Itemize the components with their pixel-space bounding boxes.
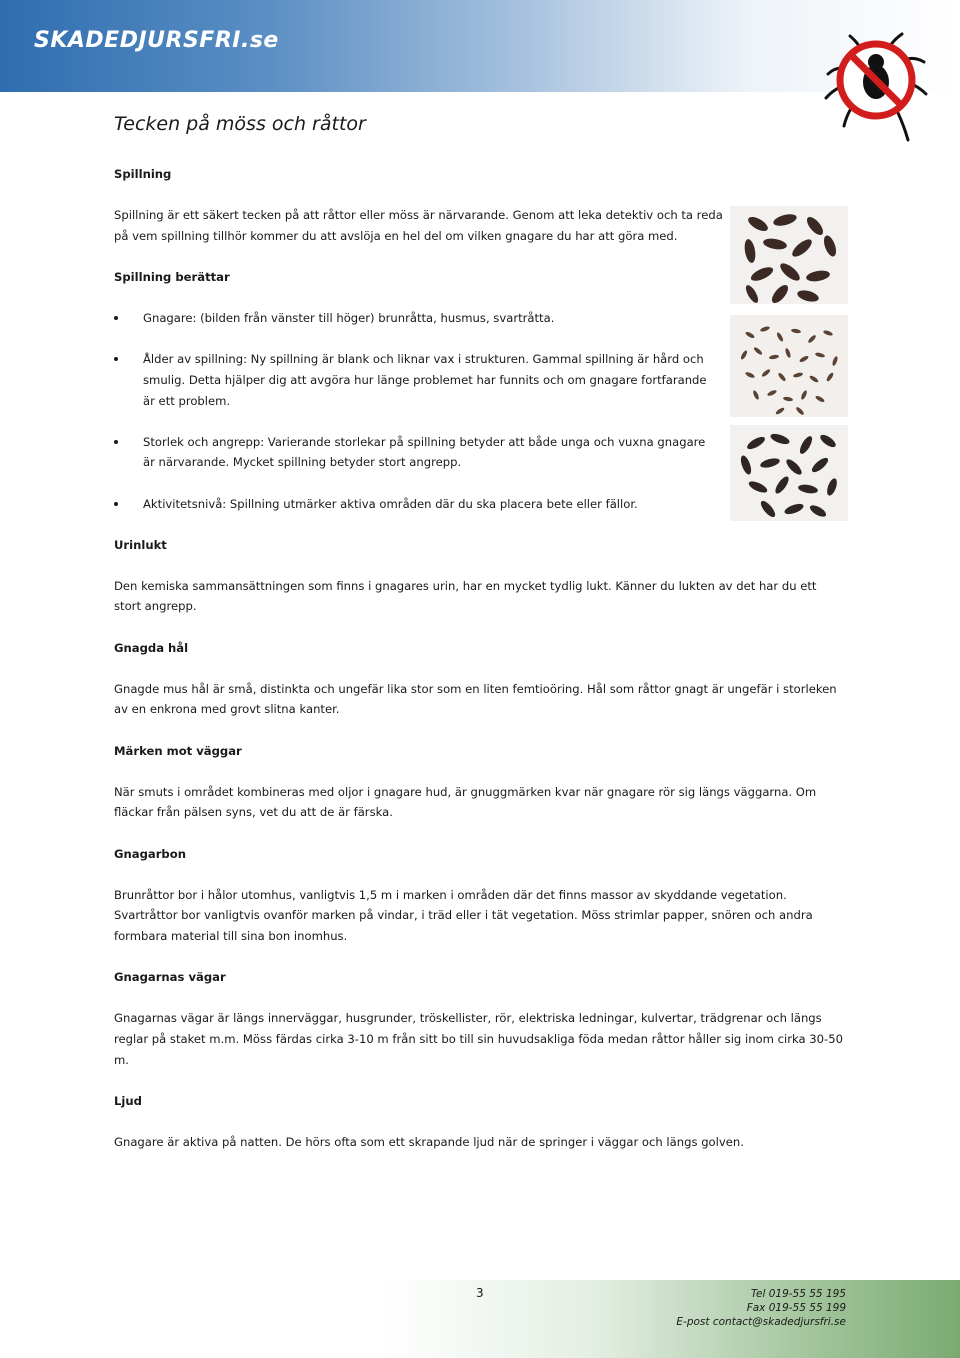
subheading-spillning-berattar: Spillning berättar (114, 269, 230, 284)
section-heading-marken: Märken mot väggar (114, 743, 242, 758)
droppings-image-black-rat (730, 425, 848, 521)
section-heading-vagar: Gnagarnas vägar (114, 970, 226, 985)
section-heading-spillning: Spillning (114, 167, 172, 181)
paragraph-urinlukt: Den kemiska sammansättningen som finns i gnagares urin, har en mycket tydlig lukt. Känner du lukten av det har du ett stort angrepp. (114, 578, 817, 614)
paragraph-ljud: Gnagare är aktiva på natten. De hörs ofta som ett skrapande ljud när de springer i väggar och längs golven. (114, 1134, 744, 1149)
contact-fax: Fax 019-55 55 199 (746, 1302, 846, 1314)
contact-info (676, 1287, 846, 1329)
page-number: 3 (476, 1286, 484, 1300)
brand-logo-text: SKADEDJURSFRI.se (34, 28, 279, 53)
paragraph-gnagda-hal: Gnagde mus hål är små, distinkta och ungefär lika stor som en liten femtioöring. Hål som råttor gnagt är ungefär i storleken av en enkrona med grovt slitna kanter. (114, 681, 837, 717)
paragraph-gnagarbon: Brunråttor bor i hålor utomhus, vanligtvis 1,5 m i marken i områden där det finns massor av skyddande vegetation. Svartråttor bor vanligtvis ovanför marken på vindar, i träd eller i tät vegetation. Möss strimlar papper, snören och andra formbara material till sina bon inomhus. (114, 887, 813, 943)
section-heading-gnagarbon: Gnagarbon (114, 846, 186, 861)
bullet-item: Gnagare: (bilden från vänster till höger) brunråtta, husmus, svartråtta. (114, 308, 715, 329)
document-title: Tecken på möss och råttor (114, 113, 366, 135)
bullet-item: Aktivitetsnivå: Spillning utmärker aktiva områden där du ska placera bete eller fällor. (114, 494, 715, 515)
paragraph-spillning-intro: Spillning är ett säkert tecken på att råttor eller möss är närvarande. Genom att leka detektiv och ta reda på vem spillning tillhör kommer du att avslöja en hel del om vilken gnagare du har att göra med. (114, 208, 723, 243)
droppings-image-house-mouse (730, 315, 848, 417)
paragraph-marken: När smuts i området kombineras med oljor i gnagare hud, är gnuggmärken kvar när gnagare rör sig längs väggarna. Om fläckar från pälsen syns, vet du att de är färska. (114, 784, 817, 820)
contact-email: E-post contact@skadedjursfri.se (676, 1316, 846, 1328)
bullet-item: Ålder av spillning: Ny spillning är blank och liknar vax i strukturen. Gammal spillning är hård och smulig. Detta hjälper dig att avgöra hur länge problemet har funnits och om gnagare fortfarande är ett problem. (114, 349, 715, 411)
no-pests-logo-icon (820, 22, 932, 144)
section-heading-gnagda-hal: Gnagda hål (114, 640, 189, 655)
droppings-image-brown-rat (730, 206, 848, 304)
paragraph-vagar: Gnagarnas vägar är längs innerväggar, husgrunder, tröskellister, rör, elektriska ledningar, kulvertar, trädgrenar och längs reglar på staket m.m. Möss färdas cirka 3-10 m från sitt bo till sin huvudsakliga föda medan råttor håller sig inom cirka 30-50 m. (114, 1011, 843, 1067)
section-heading-ljud: Ljud (114, 1093, 142, 1108)
bullet-item: Storlek och angrepp: Varierande storlekar på spillning betyder att både unga och vuxna gnagare är närvarande. Mycket spillning betyder stort angrepp. (114, 432, 715, 473)
section-heading-urinlukt: Urinlukt (114, 537, 167, 552)
contact-tel: Tel 019-55 55 195 (750, 1288, 846, 1300)
